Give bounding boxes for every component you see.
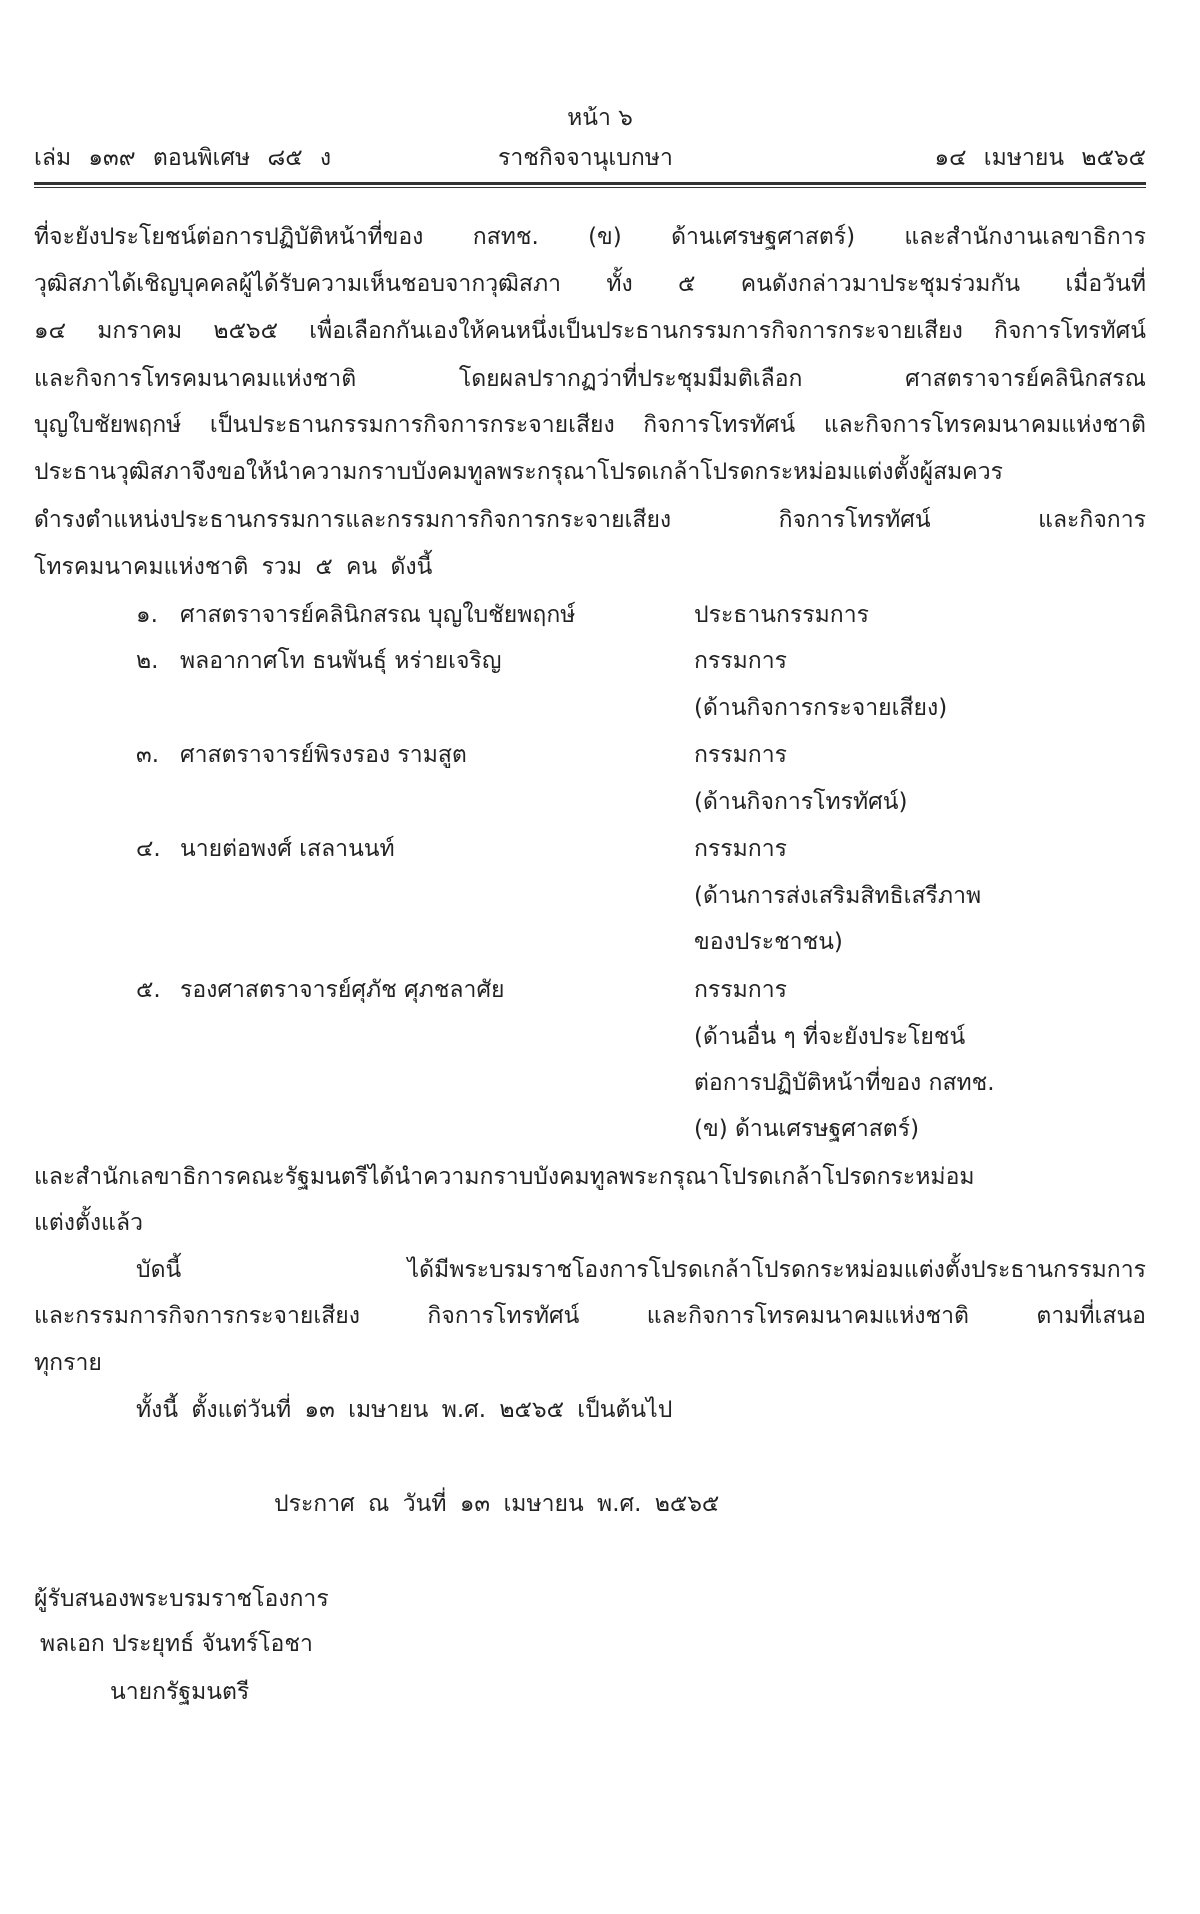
body-line: และกิจการโทรคมนาคมแห่งชาติ โดยผลปรากฏว่าที่ประชุมมีมติเลือก ศาสตราจารย์คลินิกสรณ [34, 366, 1146, 392]
appointee-number: ๑. [136, 602, 158, 628]
body-line: และสำนักเลขาธิการคณะรัฐมนตรีได้นำความกราบบังคมทูลพระกรุณาโปรดเกล้าโปรดกระหม่อม [34, 1164, 975, 1190]
header-rule-thin [34, 187, 1146, 188]
appointee-number: ๓. [136, 742, 160, 768]
effective-date: ทั้งนี้ ตั้งแต่วันที่ ๑๓ เมษายน พ.ศ. ๒๕๖๕ เป็นต้นไป [136, 1397, 673, 1423]
appointee-role: กรรมการ [694, 648, 787, 674]
countersign-label: ผู้รับสนองพระบรมราชโองการ [34, 1586, 329, 1612]
body-line: แต่งตั้งแล้ว [34, 1210, 143, 1236]
appointee-number: ๔. [136, 836, 161, 862]
appointee-role: (ด้านกิจการกระจายเสียง) [694, 695, 948, 721]
announcement-date: ประกาศ ณ วันที่ ๑๓ เมษายน พ.ศ. ๒๕๖๕ [274, 1491, 720, 1517]
body-line: ดำรงตำแหน่งประธานกรรมการและกรรมการกิจการกระจายเสียง กิจการโทรทัศน์ และกิจการ [34, 507, 1146, 533]
signatory-name: พลเอก ประยุทธ์ จันทร์โอชา [40, 1631, 313, 1657]
appointee-role: (ด้านการส่งเสริมสิทธิเสรีภาพ [694, 883, 982, 909]
appointee-name: รองศาสตราจารย์ศุภัช ศุภชลาศัย [180, 977, 505, 1003]
appointee-role: ของประชาชน) [694, 929, 843, 955]
appointee-number: ๕. [136, 977, 161, 1003]
body-line: ประธานวุฒิสภาจึงขอให้นำความกราบบังคมทูลพระกรุณาโปรดเกล้าโปรดกระหม่อมแต่งตั้งผู้สมควร [34, 459, 1003, 485]
body-line: วุฒิสภาได้เชิญบุคคลผู้ได้รับความเห็นชอบจากวุฒิสภา ทั้ง ๕ คนดังกล่าวมาประชุมร่วมกัน เมื่อวันที่ [34, 271, 1146, 297]
body-line: ทุกราย [34, 1350, 102, 1376]
publication-name: ราชกิจจานุเบกษา [498, 145, 673, 171]
appointee-role: ประธานกรรมการ [694, 602, 869, 628]
signatory-title: นายกรัฐมนตรี [110, 1679, 250, 1705]
appointee-role: กรรมการ [694, 977, 787, 1003]
body-line: บัดนี้ ได้มีพระบรมราชโองการโปรดเกล้าโปรดกระหม่อมแต่งตั้งประธานกรรมการ [136, 1257, 1146, 1283]
appointee-number: ๒. [136, 648, 159, 674]
appointee-role: (ด้านกิจการโทรทัศน์) [694, 789, 908, 815]
appointee-role: กรรมการ [694, 836, 787, 862]
body-line: บุญใบชัยพฤกษ์ เป็นประธานกรรมการกิจการกระจายเสียง กิจการโทรทัศน์ และกิจการโทรคมนาคมแห่งชาติ [34, 412, 1146, 438]
appointee-name: ศาสตราจารย์คลินิกสรณ บุญใบชัยพฤกษ์ [180, 602, 576, 628]
appointee-name: พลอากาศโท ธนพันธุ์ หร่ายเจริญ [180, 648, 502, 674]
body-line: ที่จะยังประโยชน์ต่อการปฏิบัติหน้าที่ของ กสทช. (ข) ด้านเศรษฐศาสตร์) และสำนักงานเลขาธิการ [34, 224, 1146, 250]
header-rule [34, 182, 1146, 185]
appointee-role: กรรมการ [694, 742, 787, 768]
page-number: หน้า ๖ [567, 105, 633, 131]
appointee-name: นายต่อพงศ์ เสลานนท์ [180, 836, 395, 862]
publication-date: ๑๔ เมษายน ๒๕๖๕ [934, 145, 1146, 171]
body-line: โทรคมนาคมแห่งชาติ รวม ๕ คน ดังนี้ [34, 554, 433, 580]
appointee-role: ต่อการปฏิบัติหน้าที่ของ กสทช. [694, 1070, 995, 1096]
appointee-role: (ด้านอื่น ๆ ที่จะยังประโยชน์ [694, 1024, 966, 1050]
appointee-role: (ข) ด้านเศรษฐศาสตร์) [694, 1116, 920, 1142]
body-line: และกรรมการกิจการกระจายเสียง กิจการโทรทัศน์ และกิจการโทรคมนาคมแห่งชาติ ตามที่เสนอ [34, 1303, 1146, 1329]
volume-info: เล่ม ๑๓๙ ตอนพิเศษ ๘๕ ง [34, 145, 332, 171]
body-line: ๑๔ มกราคม ๒๕๖๕ เพื่อเลือกกันเองให้คนหนึ่งเป็นประธานกรรมการกิจการกระจายเสียง กิจการโทรทัศน์ [34, 318, 1146, 344]
appointee-name: ศาสตราจารย์พิรงรอง รามสูต [180, 742, 467, 768]
